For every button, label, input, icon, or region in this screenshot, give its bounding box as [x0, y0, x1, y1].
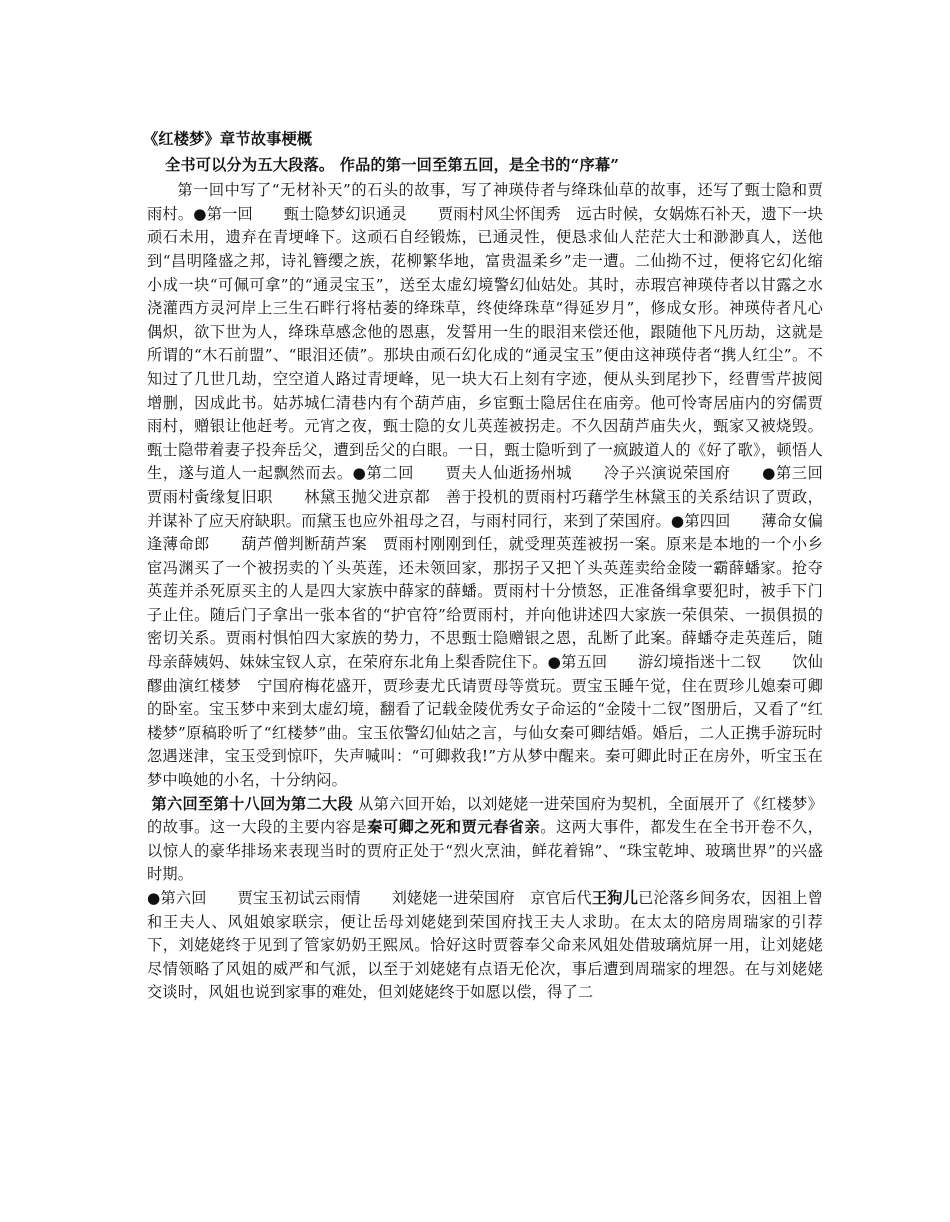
section-2-text-a: 从第六回开始，以刘姥姥一进荣国府为契机，全面展开了《红楼梦》的故事。这一大段的主要内容是 [147, 794, 823, 837]
section-2-bold-phrase: 秦可卿之死和贾元春省亲 [367, 818, 541, 837]
paragraph-chapter-6 [147, 887, 823, 1005]
section-2-heading: 第六回至第十八回为第二大段 [151, 794, 354, 813]
document-subtitle: 全书可以分为五大段落。 作品的第一回至第五回，是全书的“序幕” [165, 155, 620, 174]
document-body [143, 128, 854, 1005]
chapter-6-text-a: ●第六回 贾宝玉初试云雨情 刘姥姥一进荣国府 京官后代 [147, 889, 592, 907]
chapter-6-bold-name: 王狗儿 [591, 889, 639, 907]
chapter-6-text-b: 已沦落乡间务农，因祖上曾和王夫人、风姐娘家联宗，便让岳母刘姥姥到荣国府找王夫人求助。在太太的陪房周瑞家的引荐下，刘姥姥终于见到了管家奶奶王熙凤。恰好这时贾蓉奉父命来风姐处借玻璃炕屏一用，让刘姥姥尽情领略了风姐的威严和气派，以至于刘姥姥有点语无伦次，事后遭到周瑞家的埋怨。在与刘姥姥交谈时，风姐也说到家事的难处，但刘姥姥终于如愿以偿，得了二 [147, 889, 823, 1002]
document-title: 《红楼梦》章节故事梗概 [143, 130, 313, 148]
paragraph-chapters-1-5: 第一回中写了“无材补天”的石头的故事，写了神瑛侍者与绛珠仙草的故事，还写了甄士隐和贾雨村。●第一回 甄士隐梦幻识通灵 贾雨村风尘怀闺秀 远古时候，女娲炼石补天，遗下一块顽石未用，遗弃在青埂峰下。这顽石自经锻炼，已通灵性，便恳求仙人茫茫大士和渺渺真人，送他到“昌明隆盛之邦，诗礼簪缨之族，花柳繁华地，富贵温柔乡”走一遭。二仙拗不过，便将它幻化缩小成一块“可佩可拿”的“通灵宝玉”，送至太虚幻境警幻仙姑处。其时，赤瑕宫神瑛侍者以甘露之水浇灌西方灵河岸上三生石畔行将枯萎的绛珠草，终使绛珠草“得延岁月”，修成女形。神瑛侍者凡心偶炽，欲下世为人，绛珠草感念他的恩惠，发誓用一生的眼泪来偿还他，跟随他下凡历劫，这就是所谓的“木石前盟”、“眼泪还债”。那块由顽石幻化成的“通灵宝玉”便由这神瑛侍者“携人红尘”。不知过了几世几劫，空空道人路过青埂峰，见一块大石上刻有字迹，便从头到尾抄下，经曹雪芹披阅增删，因成此书。姑苏城仁清巷内有个葫芦庙，乡宦甄士隐居住在庙旁。他可怜寄居庙内的穷儒贾雨村，赠银让他赶考。元宵之夜，甄士隐的女儿英莲被拐走。不久因葫芦庙失火，甄家又被烧毁。甄士隐带着妻子投奔岳父，遭到岳父的白眼。一日，甄士隐听到了一疯跛道人的《好了歌》，顿悟人生，遂与道人一起飘然而去。●第二回 贾夫人仙逝扬州城 冷子兴演说荣国府 ●第三回 贾雨村夤缘复旧职 林黛玉抛父进京都 善于投机的贾雨村巧藉学生林黛玉的关系结识了贾政，并谋补了应天府缺职。而黛玉也应外祖母之召，与雨村同行，来到了荣国府。●第四回 薄命女偏逢薄命郎 葫芦僧判断葫芦案 贾雨村刚刚到任，就受理英莲被拐一案。原来是本地的一个小乡宦冯渊买了一个被拐卖的丫头英莲，还未领回家，那拐子又把丫头英莲卖给金陵一霸薛蟠家。抢夺英莲并杀死原买主的人是四大家族中薛家的薛蟠。贾雨村十分愤怒，正准备缉拿要犯时，被手下门子止住。随后门子拿出一张本省的“护官符”给贾雨村，并向他讲述四大家族一荣俱荣、一损俱损的密切关系。贾雨村惧怕四大家族的势力，不思甄士隐赠银之恩，乱断了此案。薛蟠夺走英莲后，随母亲薛姨妈、妹妹宝钗人京，在荣府东北角上梨香院住下。●第五回 游幻境指迷十二钗 饮仙醪曲演红楼梦 宁国府梅花盛开，贾珍妻尤氏请贾母等赏玩。贾宝玉睡午觉，住在贾珍儿媳秦可卿的卧室。宝玉梦中来到太虚幻境，翻看了记载金陵优秀女子命运的“金陵十二钗”图册后，又看了“红楼梦”原稿聆听了“红楼梦”曲。宝玉依警幻仙姑之言，与仙女秦可卿结婚。婚后，二人正携手游玩时忽遇迷津，宝玉受到惊吓，失声喊叫：“可卿救我!”方从梦中醒来。秦可卿此时正在房外，听宝玉在梦中唤她的小名，十分纳闷。 [147, 181, 854, 790]
section-2-text-b: 。这两大事件，都发生在全书开卷不久，以惊人的豪华排场来表现当时的贾府正处于“烈火烹油，鲜花着锦”、“珠宝乾坤、玻璃世界”的兴盛时期。 [147, 818, 823, 884]
paragraph-section-2 [147, 793, 823, 887]
